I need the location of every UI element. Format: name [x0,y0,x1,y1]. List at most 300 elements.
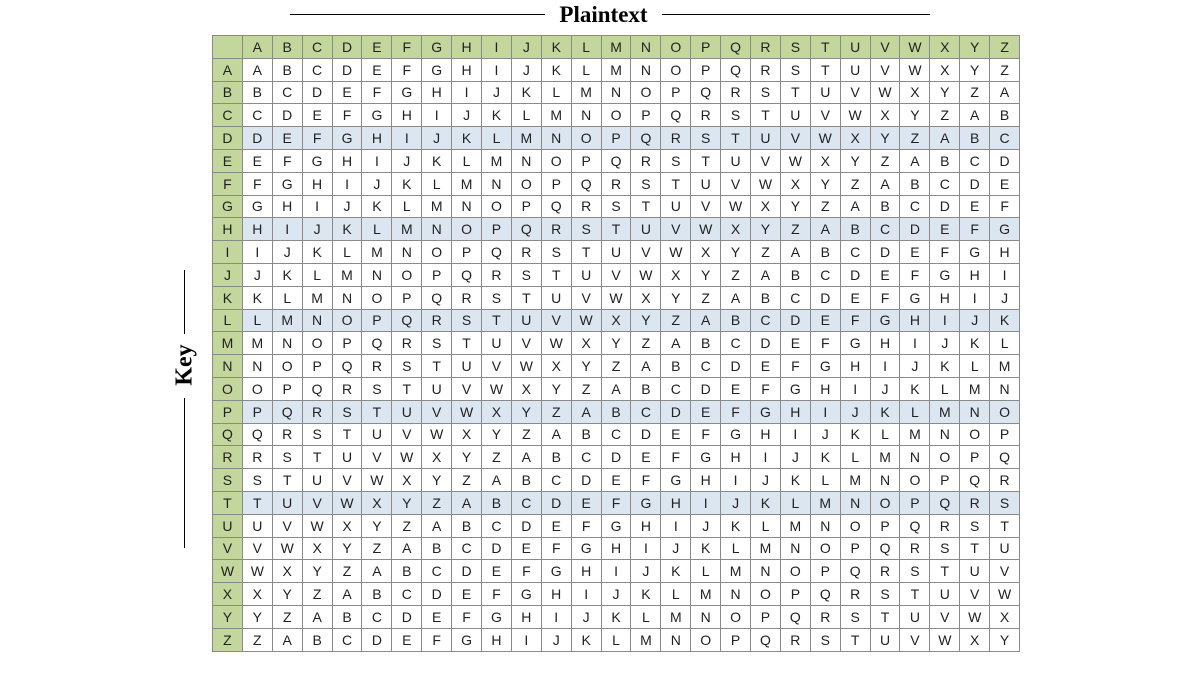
cipher-cell: O [900,469,930,492]
cipher-cell: L [721,537,751,560]
cipher-cell: G [780,377,810,400]
cipher-cell: F [780,355,810,378]
cipher-cell: P [990,423,1020,446]
cipher-cell: W [840,104,870,127]
plaintext-header-t: T [810,36,840,59]
cipher-cell: S [930,537,960,560]
cipher-cell: A [511,446,541,469]
cipher-cell: J [780,446,810,469]
cipher-cell: R [631,149,661,172]
cipher-cell: Y [930,81,960,104]
cipher-cell: C [721,332,751,355]
cipher-cell: U [571,263,601,286]
title-rule-left [290,14,545,15]
cipher-cell: B [362,583,392,606]
cipher-cell: F [810,332,840,355]
cipher-cell: L [870,423,900,446]
cipher-cell: Z [870,149,900,172]
cipher-cell: S [751,81,781,104]
cipher-cell: Z [452,469,482,492]
cipher-cell: Z [840,172,870,195]
cipher-cell: K [541,58,571,81]
key-row-j [213,263,1020,286]
cipher-cell: Q [302,377,332,400]
cipher-cell: I [900,332,930,355]
key-row-b [213,81,1020,104]
key-header-f: F [213,172,243,195]
cipher-cell: T [810,58,840,81]
cipher-cell: C [631,400,661,423]
cipher-cell: T [332,423,362,446]
cipher-cell: E [930,218,960,241]
cipher-cell: N [332,286,362,309]
cipher-cell: C [571,446,601,469]
cipher-cell: G [541,560,571,583]
cipher-cell: V [721,172,751,195]
cipher-cell: I [721,469,751,492]
cipher-cell: Y [631,309,661,332]
cipher-cell: P [900,491,930,514]
cipher-cell: T [960,537,990,560]
cipher-cell: S [422,332,452,355]
cipher-cell: F [960,218,990,241]
cipher-cell: S [661,149,691,172]
cipher-cell: Z [511,423,541,446]
cipher-cell: V [990,560,1020,583]
cipher-cell: X [900,81,930,104]
cipher-cell: F [362,81,392,104]
cipher-cell: N [870,469,900,492]
cipher-cell: R [242,446,272,469]
key-header-t: T [213,491,243,514]
cipher-cell: I [631,537,661,560]
cipher-cell: U [960,560,990,583]
cipher-cell: Q [960,469,990,492]
cipher-cell: C [302,58,332,81]
cipher-cell: L [900,400,930,423]
cipher-cell: G [810,355,840,378]
key-row-i [213,241,1020,264]
cipher-cell: D [780,309,810,332]
cipher-cell: J [242,263,272,286]
plaintext-header-m: M [601,36,631,59]
cipher-cell: A [990,81,1020,104]
cipher-cell: V [960,583,990,606]
cipher-cell: H [810,377,840,400]
cipher-cell: N [840,491,870,514]
cipher-cell: V [242,537,272,560]
cipher-cell: N [392,241,422,264]
cipher-cell: C [661,377,691,400]
key-header-n: N [213,355,243,378]
cipher-cell: G [422,58,452,81]
cipher-cell: U [511,309,541,332]
cipher-cell: B [541,446,571,469]
cipher-cell: M [482,149,512,172]
key-row-k [213,286,1020,309]
cipher-cell: Z [810,195,840,218]
cipher-cell: I [242,241,272,264]
cipher-cell: M [631,628,661,651]
cipher-cell: C [482,514,512,537]
cipher-cell: Q [900,514,930,537]
cipher-cell: H [751,423,781,446]
cipher-cell: O [631,81,661,104]
cipher-cell: M [242,332,272,355]
cipher-cell: I [362,149,392,172]
cipher-cell: P [870,514,900,537]
cipher-cell: U [392,400,422,423]
cipher-cell: J [870,377,900,400]
cipher-cell: M [900,423,930,446]
cipher-cell: I [332,172,362,195]
cipher-cell: B [452,514,482,537]
cipher-cell: V [302,491,332,514]
cipher-cell: K [661,560,691,583]
cipher-cell: N [990,377,1020,400]
cipher-cell: N [272,332,302,355]
cipher-cell: V [422,400,452,423]
cipher-cell: T [631,195,661,218]
cipher-cell: S [242,469,272,492]
cipher-cell: W [810,127,840,150]
cipher-cell: G [511,583,541,606]
cipher-cell: N [661,628,691,651]
cipher-cell: R [392,332,422,355]
cipher-cell: H [870,332,900,355]
cipher-cell: P [960,446,990,469]
cipher-cell: U [810,81,840,104]
cipher-cell: A [541,423,571,446]
key-row-u [213,514,1020,537]
cipher-cell: B [840,218,870,241]
cipher-cell: L [511,104,541,127]
key-row-r [213,446,1020,469]
key-header-v: V [213,537,243,560]
cipher-cell: U [840,58,870,81]
cipher-cell: E [272,127,302,150]
cipher-cell: E [242,149,272,172]
cipher-cell: W [272,537,302,560]
cipher-cell: A [422,514,452,537]
cipher-cell: P [452,241,482,264]
cipher-cell: G [661,469,691,492]
cipher-cell: R [780,628,810,651]
cipher-cell: T [661,172,691,195]
cipher-cell: J [721,491,751,514]
cipher-cell: F [601,491,631,514]
cipher-cell: G [362,104,392,127]
cipher-cell: X [541,355,571,378]
cipher-cell: R [810,605,840,628]
cipher-cell: V [930,605,960,628]
cipher-cell: T [272,469,302,492]
cipher-cell: D [601,446,631,469]
cipher-cell: J [751,469,781,492]
cipher-cell: C [541,469,571,492]
cipher-cell: S [721,104,751,127]
cipher-cell: F [302,127,332,150]
cipher-cell: N [452,195,482,218]
key-header-w: W [213,560,243,583]
cipher-cell: I [751,446,781,469]
cipher-cell: T [452,332,482,355]
cipher-cell: Z [392,514,422,537]
key-header-x: X [213,583,243,606]
cipher-cell: L [691,560,721,583]
cipher-cell: X [511,377,541,400]
cipher-cell: I [571,583,601,606]
cipher-cell: U [661,195,691,218]
cipher-cell: A [780,241,810,264]
cipher-cell: T [840,628,870,651]
cipher-cell: K [840,423,870,446]
cipher-cell: U [780,104,810,127]
cipher-cell: W [780,149,810,172]
key-label-box [160,332,210,398]
cipher-cell: M [452,172,482,195]
cipher-cell: H [780,400,810,423]
cipher-cell: O [721,605,751,628]
cipher-cell: K [780,469,810,492]
cipher-cell: H [452,58,482,81]
cipher-cell: Y [840,149,870,172]
cipher-cell: I [422,104,452,127]
cipher-cell: H [272,195,302,218]
cipher-cell: D [242,127,272,150]
cipher-cell: L [840,446,870,469]
cipher-cell: G [601,514,631,537]
cipher-cell: S [631,172,661,195]
key-header-h: H [213,218,243,241]
cipher-cell: A [392,537,422,560]
plaintext-header-f: F [392,36,422,59]
cipher-cell: M [870,446,900,469]
cipher-cell: X [571,332,601,355]
cipher-cell: M [511,127,541,150]
cipher-cell: R [452,286,482,309]
cipher-cell: J [541,628,571,651]
cipher-cell: V [571,286,601,309]
cipher-cell: D [661,400,691,423]
cipher-cell: M [422,195,452,218]
cipher-cell: I [990,263,1020,286]
cipher-cell: L [362,218,392,241]
cipher-cell: K [631,583,661,606]
cipher-cell: E [751,355,781,378]
key-header-q: Q [213,423,243,446]
cipher-cell: W [452,400,482,423]
cipher-cell: A [691,309,721,332]
cipher-cell: R [870,560,900,583]
cipher-cell: S [691,127,721,150]
cipher-cell: Q [661,104,691,127]
cipher-cell: O [780,560,810,583]
cipher-cell: E [840,286,870,309]
cipher-cell: C [780,286,810,309]
cipher-cell: E [810,309,840,332]
cipher-cell: X [482,400,512,423]
cipher-cell: D [452,560,482,583]
cipher-cell: J [511,58,541,81]
cipher-cell: B [422,537,452,560]
cipher-cell: R [272,423,302,446]
cipher-cell: M [601,58,631,81]
cipher-cell: Q [601,149,631,172]
cipher-cell: N [631,58,661,81]
key-row-e [213,149,1020,172]
cipher-cell: C [242,104,272,127]
cipher-cell: G [960,241,990,264]
cipher-cell: G [900,286,930,309]
cipher-cell: O [332,309,362,332]
cipher-cell: L [272,286,302,309]
cipher-cell: N [601,81,631,104]
cipher-cell: D [482,537,512,560]
key-rule-bottom [184,398,185,548]
cipher-cell: K [422,149,452,172]
cipher-cell: T [242,491,272,514]
cipher-cell: R [990,469,1020,492]
key-header-r: R [213,446,243,469]
cipher-cell: W [302,514,332,537]
cipher-cell: G [242,195,272,218]
cipher-cell: O [960,423,990,446]
cipher-cell: J [571,605,601,628]
cipher-cell: T [900,583,930,606]
cipher-cell: I [960,286,990,309]
cipher-cell: J [272,241,302,264]
cipher-cell: P [721,628,751,651]
cipher-cell: V [751,149,781,172]
cipher-cell: V [541,309,571,332]
cipher-cell: Y [332,537,362,560]
cipher-cell: Y [242,605,272,628]
cipher-cell: K [242,286,272,309]
cipher-cell: X [272,560,302,583]
key-row-y [213,605,1020,628]
cipher-cell: L [392,195,422,218]
cipher-cell: I [511,628,541,651]
cipher-cell: W [960,605,990,628]
cipher-cell: A [930,127,960,150]
cipher-cell: M [990,355,1020,378]
cipher-cell: U [541,286,571,309]
cipher-cell: T [930,560,960,583]
cipher-cell: O [990,400,1020,423]
cipher-cell: Y [601,332,631,355]
cipher-cell: H [631,514,661,537]
cipher-cell: W [661,241,691,264]
cipher-cell: L [571,58,601,81]
header-row [213,36,1020,59]
cipher-cell: G [392,81,422,104]
cipher-cell: Q [452,263,482,286]
cipher-cell: L [990,332,1020,355]
cipher-cell: O [691,628,721,651]
cipher-cell: G [482,605,512,628]
cipher-cell: K [392,172,422,195]
cipher-cell: M [840,469,870,492]
cipher-cell: B [751,286,781,309]
cipher-cell: S [810,628,840,651]
cipher-cell: I [302,195,332,218]
cipher-cell: R [960,491,990,514]
cipher-cell: H [392,104,422,127]
cipher-cell: F [661,446,691,469]
cipher-cell: N [721,583,751,606]
cipher-cell: P [840,537,870,560]
cipher-cell: B [392,560,422,583]
cipher-cell: P [601,127,631,150]
cipher-cell: N [422,218,452,241]
cipher-cell: R [721,81,751,104]
cipher-cell: Q [751,628,781,651]
cipher-cell: R [661,127,691,150]
cipher-cell: D [631,423,661,446]
cipher-cell: S [990,491,1020,514]
cipher-cell: U [362,423,392,446]
cipher-cell: U [691,172,721,195]
cipher-cell: K [571,628,601,651]
cipher-cell: F [990,195,1020,218]
cipher-cell: F [840,309,870,332]
cipher-cell: Y [541,377,571,400]
key-header-j: J [213,263,243,286]
cipher-cell: O [242,377,272,400]
cipher-cell: C [601,423,631,446]
cipher-cell: H [571,560,601,583]
cipher-cell: Y [362,514,392,537]
cipher-cell: L [601,628,631,651]
plaintext-title-row [290,2,930,28]
cipher-cell: E [870,263,900,286]
key-header-u: U [213,514,243,537]
cipher-cell: M [751,537,781,560]
cipher-cell: O [661,58,691,81]
cipher-cell: E [302,104,332,127]
cipher-cell: J [840,400,870,423]
cipher-cell: I [810,400,840,423]
plaintext-header-u: U [840,36,870,59]
plaintext-header-o: O [661,36,691,59]
cipher-cell: E [511,537,541,560]
cipher-cell: H [362,127,392,150]
plaintext-header-e: E [362,36,392,59]
cipher-cell: R [422,309,452,332]
cipher-cell: F [721,400,751,423]
cipher-cell: A [362,560,392,583]
cipher-cell: W [511,355,541,378]
cipher-cell: M [332,263,362,286]
cipher-cell: B [332,605,362,628]
cipher-cell: B [990,104,1020,127]
cipher-cell: O [571,127,601,150]
key-header-e: E [213,149,243,172]
cipher-cell: H [511,605,541,628]
cipher-cell: Q [990,446,1020,469]
cipher-cell: T [392,377,422,400]
cipher-cell: Q [511,218,541,241]
cipher-cell: F [751,377,781,400]
cipher-cell: W [930,628,960,651]
cipher-cell: A [302,605,332,628]
key-header-c: C [213,104,243,127]
cipher-cell: B [960,127,990,150]
cipher-cell: P [302,355,332,378]
cipher-cell: I [661,514,691,537]
key-header-y: Y [213,605,243,628]
